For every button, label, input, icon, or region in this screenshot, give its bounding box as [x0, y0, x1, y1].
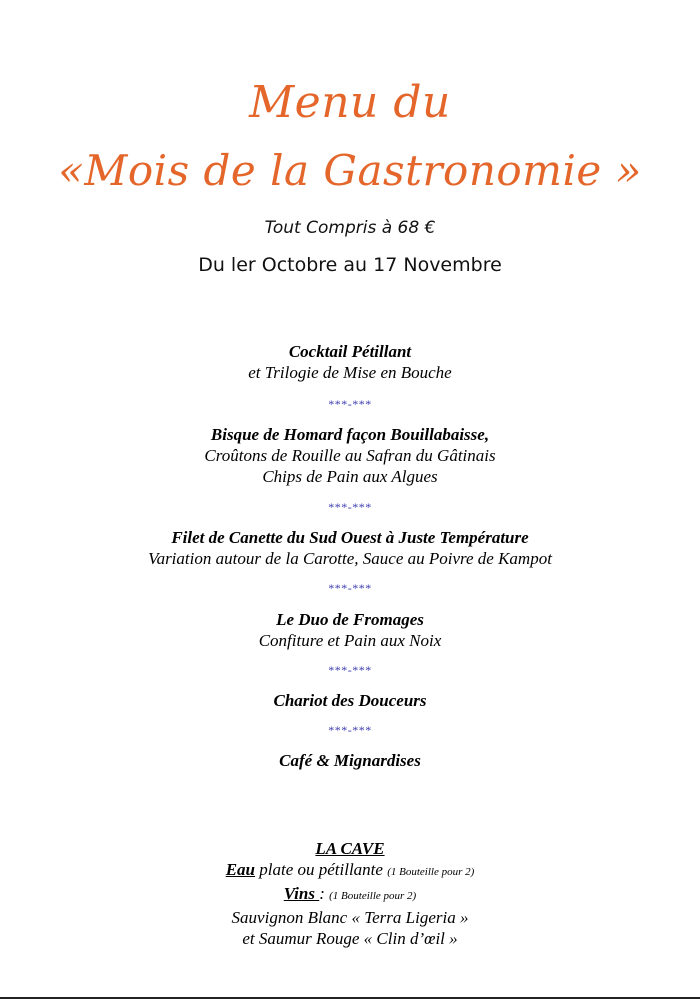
course-6 — [0, 750, 700, 771]
course-3 — [0, 527, 700, 569]
cave-eau-label: Eau — [225, 860, 255, 879]
dates-line: Du ler Octobre au 17 Novembre — [198, 254, 502, 276]
separator-1: ***-*** — [328, 397, 372, 411]
course-2 — [0, 424, 700, 487]
course-2-line-1: Croûtons de Rouille au Safran du Gâtinais — [204, 446, 496, 465]
separator-4: ***-*** — [328, 663, 372, 677]
course-3-title: Filet de Canette du Sud Ouest à Juste Température — [171, 528, 529, 547]
course-4 — [0, 609, 700, 651]
cave-vins-colon: : — [319, 884, 330, 903]
cave-eau-text: plate ou pétillante — [255, 860, 388, 879]
menu-title-line2: «Mois de la Gastronomie » — [58, 146, 642, 195]
cave-vins-line — [0, 883, 700, 907]
course-2-title: Bisque de Homard façon Bouillabaisse, — [210, 425, 490, 444]
course-1-title: Cocktail Pétillant — [288, 342, 412, 361]
cave-wine-2: et Saumur Rouge « Clin d’œil » — [242, 929, 458, 948]
separator-2: ***-*** — [328, 500, 372, 514]
menu-title-line1: Menu du — [249, 77, 451, 128]
cave-eau-note: (1 Bouteille pour 2) — [387, 866, 475, 878]
cave-vins-label: Vins — [283, 884, 320, 903]
course-3-line-1: Variation autour de la Carotte, Sauce au Poivre de Kampot — [148, 549, 552, 568]
price-line: Tout Compris à 68 € — [264, 218, 436, 238]
course-1-line-1: et Trilogie de Mise en Bouche — [248, 363, 452, 382]
separator-3: ***-*** — [328, 581, 372, 595]
cave-heading: LA CAVE — [315, 839, 385, 858]
course-2-line-2: Chips de Pain aux Algues — [262, 467, 438, 486]
course-1 — [0, 341, 700, 383]
cave-eau-line — [0, 859, 700, 883]
course-6-title: Café & Mignardises — [279, 751, 421, 770]
cave-section — [0, 838, 700, 949]
course-5 — [0, 690, 700, 711]
cave-wine-1: Sauvignon Blanc « Terra Ligeria » — [231, 908, 469, 927]
cave-vins-note: (1 Bouteille pour 2) — [329, 890, 417, 902]
course-4-line-1: Confiture et Pain aux Noix — [258, 631, 442, 650]
separator-5: ***-*** — [328, 723, 372, 737]
course-5-title: Chariot des Douceurs — [273, 691, 427, 710]
course-4-title: Le Duo de Fromages — [276, 610, 424, 629]
